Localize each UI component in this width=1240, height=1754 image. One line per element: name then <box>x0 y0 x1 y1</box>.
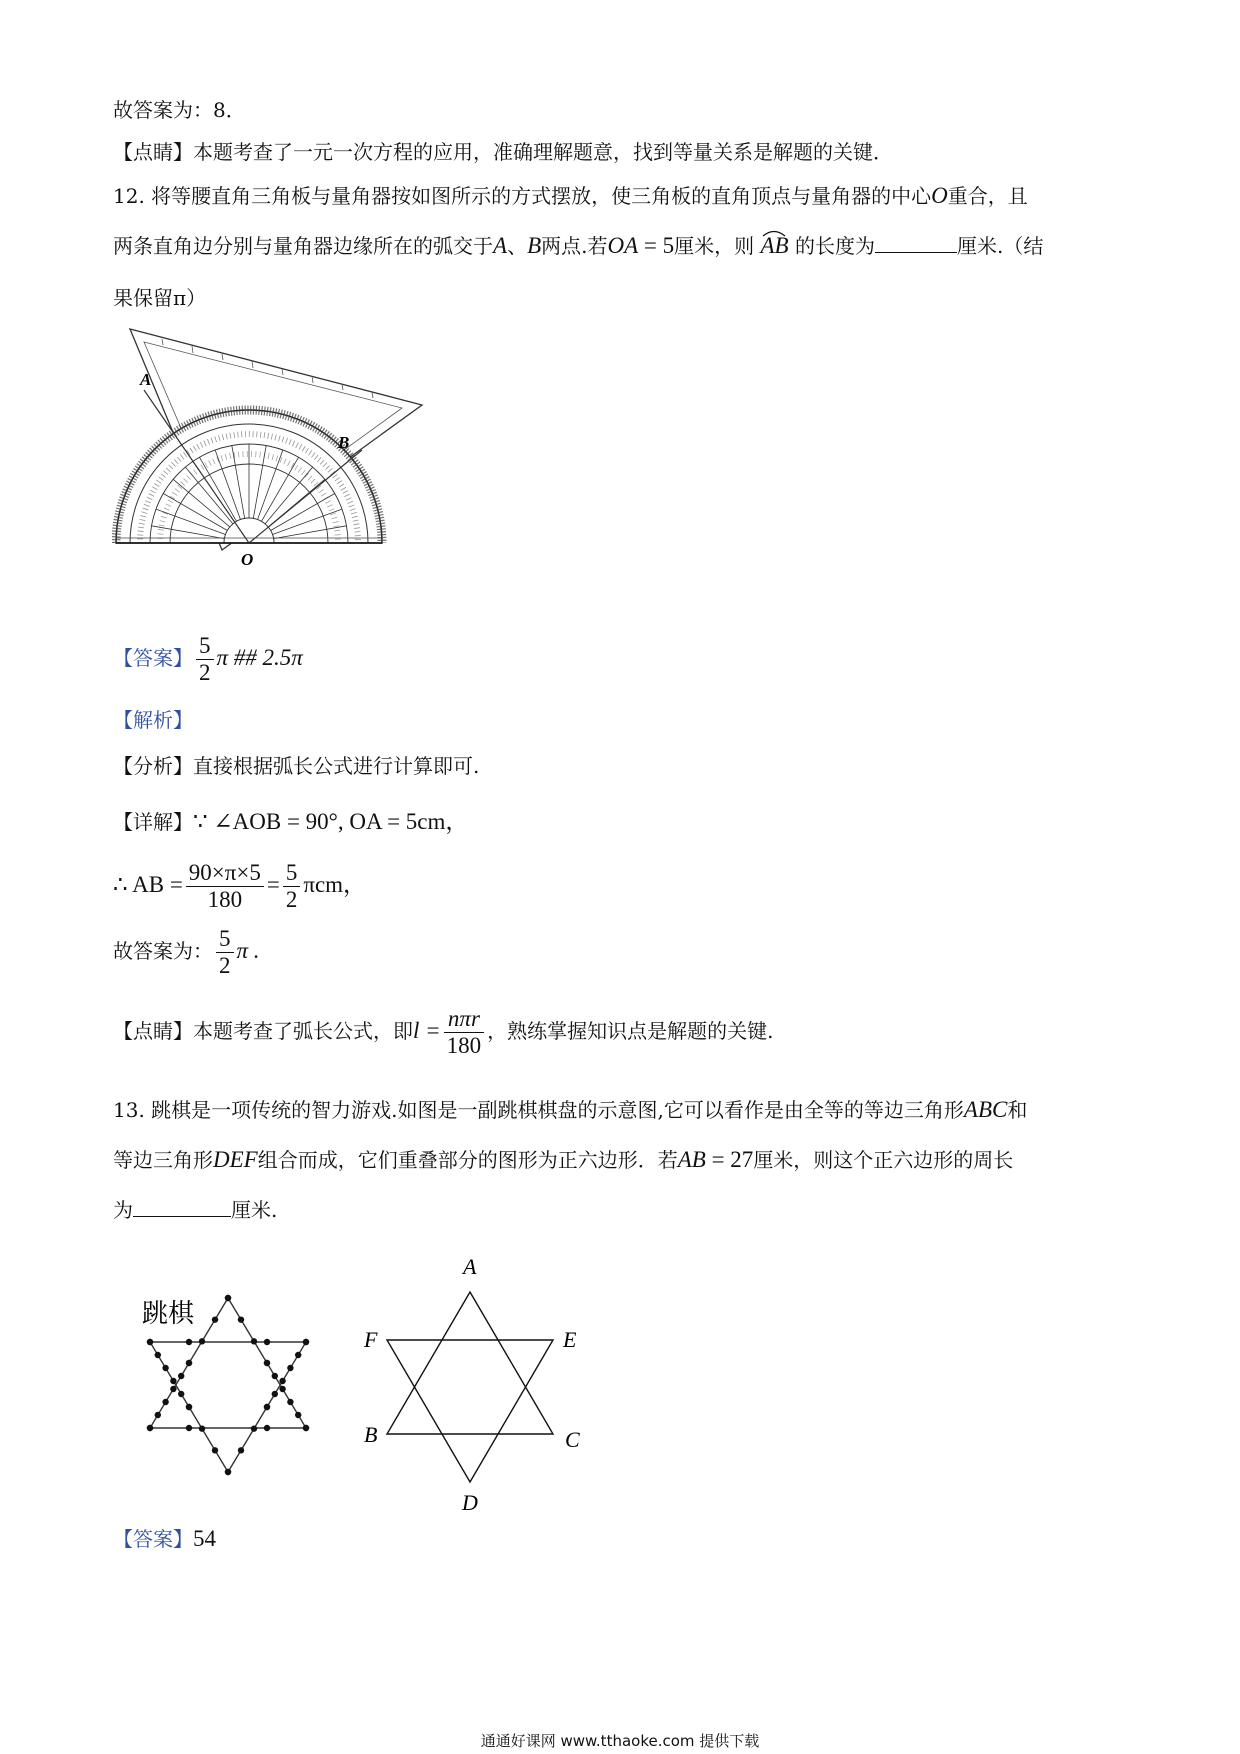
arc-mark-icon <box>761 229 787 237</box>
protractor-figure <box>112 320 432 570</box>
answer-line-q11 <box>113 96 246 124</box>
q12-text: 的长度为 <box>794 234 875 258</box>
label-O: O <box>241 550 254 569</box>
q12-text: 厘米.（结 <box>956 234 1044 258</box>
q13-text: 厘米. <box>231 1198 278 1222</box>
board-dot <box>186 1425 192 1431</box>
math-ABC: ABC <box>963 1097 1008 1122</box>
checkers-board-figure <box>130 1290 330 1480</box>
fraction <box>283 860 301 913</box>
board-dot <box>264 1425 270 1431</box>
formula-lhs: l = <box>413 1018 441 1043</box>
q13-line-3 <box>113 1196 277 1224</box>
denominator: 2 <box>285 887 298 912</box>
denominator: 180 <box>207 887 243 912</box>
board-dot <box>264 1360 270 1366</box>
jiexi-tag <box>113 706 193 734</box>
comment-text: 本题考查了一元一次方程的应用，准确理解题意，找到等量关系是解题的关键． <box>193 140 893 164</box>
board-dot <box>295 1352 301 1358</box>
denominator: 2 <box>219 953 231 978</box>
numerator: 5 <box>216 926 234 953</box>
denominator: 180 <box>446 1033 482 1058</box>
board-title: 跳棋 <box>142 1299 195 1329</box>
board-dot <box>170 1386 176 1392</box>
board-dot <box>303 1425 309 1431</box>
arc-AB <box>761 233 789 258</box>
answer-value: 54 <box>193 1526 216 1551</box>
q12-text: 重合，且 <box>947 184 1028 208</box>
math-AB: AB <box>677 1147 706 1172</box>
analysis-tag: 【分析】 <box>113 754 193 778</box>
math-OA: OA <box>607 233 639 258</box>
board-dot <box>212 1316 218 1322</box>
board-dot <box>186 1404 192 1410</box>
equals: = <box>266 872 280 897</box>
answer-value: π ## 2.5π <box>216 645 303 670</box>
math-value: = 27 <box>705 1147 754 1172</box>
board-dot <box>238 1316 244 1322</box>
board-dot <box>251 1425 257 1431</box>
board-dot <box>155 1412 161 1418</box>
label-A: A <box>463 1254 477 1279</box>
board-dot <box>225 1295 231 1301</box>
q12-text: 两点.若 <box>541 234 608 258</box>
q13-text: 等边三角形 <box>113 1148 213 1172</box>
q12-line-3 <box>113 284 206 312</box>
math-A: A <box>493 233 508 258</box>
label-A: A <box>140 370 152 389</box>
board-dot <box>147 1339 153 1345</box>
board-dot <box>199 1338 205 1344</box>
math-DEF: DEF <box>213 1147 258 1172</box>
label-B: B <box>364 1422 378 1447</box>
board-dot <box>279 1386 285 1392</box>
board-dot <box>225 1469 231 1475</box>
board-dot <box>238 1447 244 1453</box>
board-dot <box>155 1352 161 1358</box>
fill-blank-q13 <box>133 1198 231 1217</box>
answer-q12 <box>113 633 303 686</box>
jiexi-label: 【解析】 <box>113 708 193 732</box>
numerator: 90×π×5 <box>186 860 264 887</box>
fill-blank-q12 <box>875 234 957 253</box>
answer-q13 <box>113 1525 216 1553</box>
board-dot <box>162 1365 168 1371</box>
board-dot <box>162 1399 168 1405</box>
q13-text: 13. 跳棋是一项传统的智力游戏.如图是一副跳棋棋盘的示意图,它可以看作是由全等的等边三角形 <box>113 1098 964 1122</box>
answer-text: 故答案为： <box>113 939 213 963</box>
answer-tag: 【答案】 <box>113 646 193 670</box>
board-dot <box>264 1339 270 1345</box>
board-dot <box>199 1425 205 1431</box>
board-dot <box>170 1378 176 1384</box>
label-D: D <box>462 1490 478 1512</box>
detail-text: ∵ ∠AOB = 90°, OA = 5cm， <box>193 809 469 834</box>
board-dot <box>295 1412 301 1418</box>
triangle-DEF <box>387 1340 553 1482</box>
board-dot <box>287 1365 293 1371</box>
math-AB: AB <box>760 233 789 258</box>
answer-line-q12 <box>113 926 260 979</box>
answer-value: π . <box>236 938 260 963</box>
board-dot <box>178 1391 184 1397</box>
board-dot <box>186 1339 192 1345</box>
board-dot <box>272 1373 278 1379</box>
label-B: B <box>338 433 350 452</box>
board-dot <box>303 1339 309 1345</box>
comment-q11 <box>113 138 893 166</box>
q13-text: 为 <box>113 1198 133 1222</box>
q12-line-1 <box>113 182 1028 210</box>
comment-text: 本题考查了弧长公式，即 <box>193 1019 413 1043</box>
q12-text: 厘米，则 <box>674 234 755 258</box>
q12-text: 果保留π） <box>113 286 207 310</box>
comment-tag: 【点睛】 <box>113 140 193 164</box>
q13-text: 厘米，则这个正六边形的周长 <box>753 1148 1014 1172</box>
fraction <box>216 926 234 979</box>
board-dot <box>264 1404 270 1410</box>
board-dot <box>272 1391 278 1397</box>
calc-rest: πcm， <box>303 872 367 897</box>
math-value: = 5 <box>638 233 675 258</box>
numerator: 5 <box>283 860 301 887</box>
calc-line <box>113 860 366 913</box>
answer-tag: 【答案】 <box>113 1527 193 1551</box>
q13-line-1 <box>113 1096 1027 1124</box>
board-dot <box>212 1447 218 1453</box>
calc-lhs: ∴ AB = <box>113 872 183 897</box>
board-dot <box>178 1373 184 1379</box>
q12-line-2 <box>113 232 1043 260</box>
label-F: F <box>364 1327 378 1352</box>
q12-text: 两条直角边分别与量角器边缘所在的弧交于 <box>113 234 493 258</box>
fraction <box>196 633 214 686</box>
page-footer: 通通好课网 www.tthaoke.com 提供下载 <box>480 1732 760 1750</box>
q12-text: 、 <box>507 234 528 258</box>
board-dot <box>186 1360 192 1366</box>
analysis-line <box>113 752 479 780</box>
detail-line <box>113 808 468 836</box>
q13-line-2 <box>113 1146 1013 1174</box>
comment-tag: 【点睛】 <box>113 1019 193 1043</box>
q13-text: 和 <box>1007 1098 1028 1122</box>
math-B: B <box>527 233 542 258</box>
q12-text: 12. 将等腰直角三角板与量角器按如图所示的方式摆放，使三角板的直角顶点与量角器的中心 <box>113 184 932 208</box>
answer-text: 故答案为：8． <box>113 98 246 122</box>
board-dot <box>279 1378 285 1384</box>
numerator: nπr <box>444 1006 485 1033</box>
board-dot <box>251 1338 257 1344</box>
triangle-ABC <box>387 1292 553 1434</box>
analysis-text: 直接根据弧长公式进行计算即可. <box>193 754 480 778</box>
detail-tag: 【详解】 <box>113 810 193 834</box>
board-triangle-down <box>150 1342 306 1472</box>
math-O: O <box>931 183 948 208</box>
fraction <box>186 860 264 913</box>
star-figure <box>360 1252 620 1512</box>
label-E: E <box>563 1327 577 1352</box>
label-C: C <box>565 1427 580 1452</box>
numerator: 5 <box>196 633 214 660</box>
board-dot <box>287 1399 293 1405</box>
denominator: 2 <box>199 660 211 685</box>
board-dot <box>147 1425 153 1431</box>
fraction <box>444 1006 485 1059</box>
q13-text: 组合而成，它们重叠部分的图形为正六边形．若 <box>257 1148 678 1172</box>
comment-text: ，熟练掌握知识点是解题的关键. <box>487 1019 774 1043</box>
comment-q12 <box>113 1006 774 1059</box>
